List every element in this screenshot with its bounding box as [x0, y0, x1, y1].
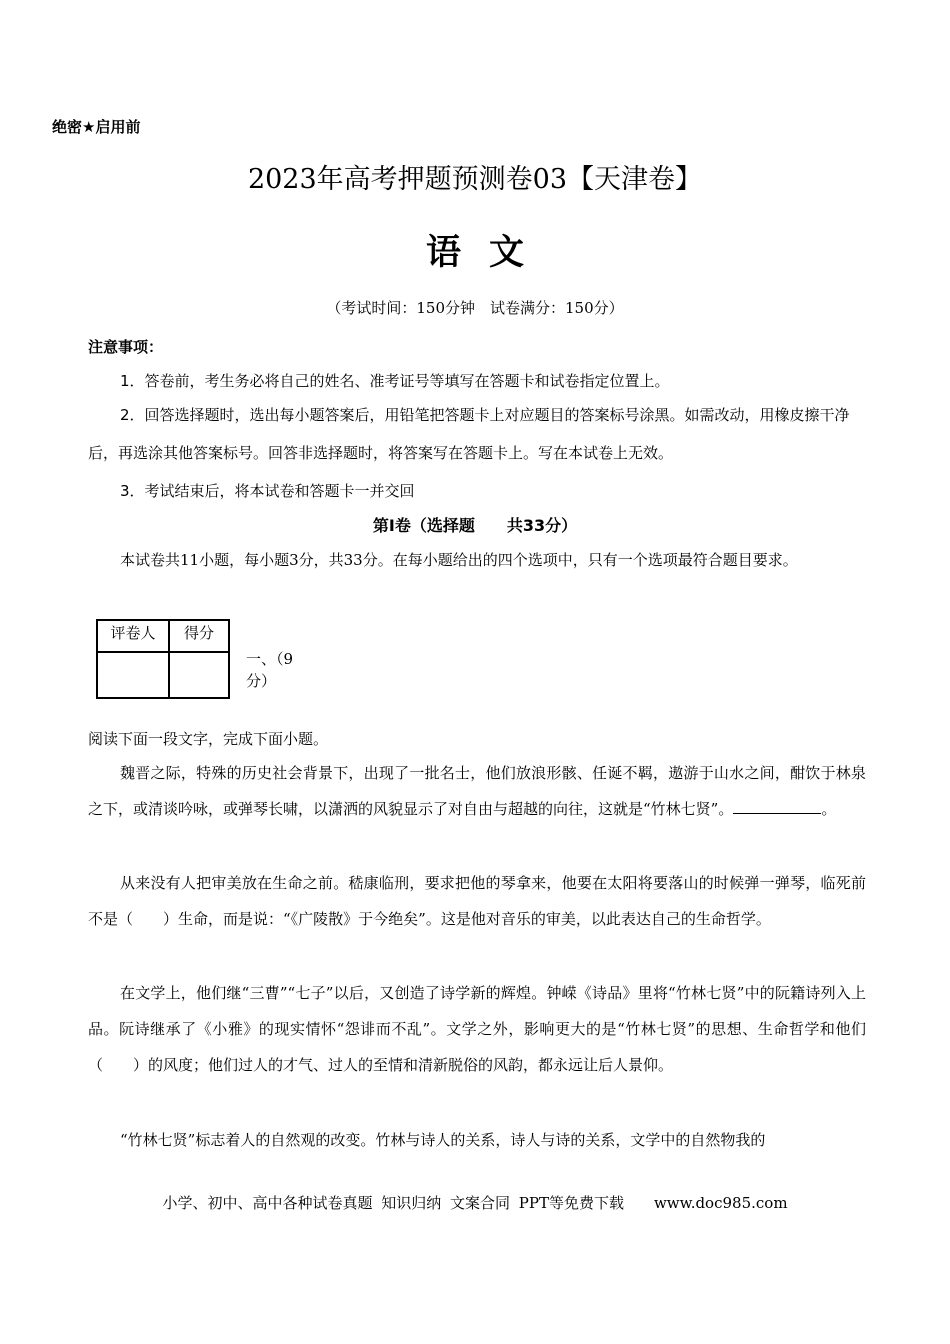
confidential-mark: 绝密★启用前: [52, 118, 141, 136]
passage-paragraph-1-end: 。: [821, 800, 837, 818]
question-label: 一、（9分）: [246, 650, 294, 690]
passage-paragraph-1: [88, 755, 866, 827]
fill-blank-line: [733, 799, 821, 814]
time-info: （考试时间：150分钟 试卷满分：150分）: [326, 299, 624, 317]
note-item-2: 2．回答选择题时，选出每小题答案后，用铅笔把答题卡上对应题目的答案标号涂黑。如需改动，用橡皮擦干净后，再选涂其他答案标号。回答非选择题时，将答案写在答题卡上。写在本试卷上无效。: [88, 406, 850, 462]
note-item-3: 3．考试结束后，将本试卷和答题卡一并交回: [120, 482, 415, 500]
score-table: [96, 619, 230, 699]
notes-heading: 注意事项：: [88, 338, 164, 356]
passage-paragraph-3: 在文学上，他们继“三曹”“七子”以后，又创造了诗学新的辉煌。钟嵘《诗品》里将“竹林七贤”中的阮籍诗列入上品。阮诗继承了《小雅》的现实情怀“怨诽而不乱”。文学之外，影响更大的是“竹林七贤”的思想、生命哲学和他们（ ）的风度；他们过人的才气、过人的至情和清新脱俗的风韵，都永远让后人景仰。: [88, 984, 866, 1074]
question-instruction: 阅读下面一段文字，完成下面小题。: [88, 730, 329, 748]
section-intro: 本试卷共11小题，每小题3分，共33分。在每小题给出的四个选项中，只有一个选项最符合题目要求。: [120, 551, 798, 569]
score-cell: [169, 652, 229, 698]
section-title: 第Ⅰ卷（选择题 共33分）: [372, 516, 578, 535]
passage-paragraph-2: 从来没有人把审美放在生命之前。嵇康临刑，要求把他的琴拿来，他要在太阳将要落山的时候弹一弹琴，临死前不是（ ）生命，而是说：“《广陵散》于今绝矣”。这是他对音乐的审美，以此表达自己的生命哲学。: [88, 874, 866, 928]
grader-cell: [97, 652, 169, 698]
note-item-1: 1．答卷前，考生务必将自己的姓名、准考证号等填写在答题卡和试卷指定位置上。: [120, 372, 670, 390]
passage-paragraph-1-text: 魏晋之际，特殊的历史社会背景下，出现了一批名士，他们放浪形骸、任诞不羁，遨游于山水之间，酣饮于林泉之下，或清谈吟咏，或弹琴长啸，以潇洒的风貌显示了对自由与超越的向往，这就是“竹林七贤”。: [88, 764, 866, 818]
grader-header: 评卷人: [97, 620, 169, 652]
score-header: 得分: [169, 620, 229, 652]
subject-title: 语文: [425, 232, 552, 273]
passage-paragraph-4: “竹林七贤”标志着人的自然观的改变。竹林与诗人的关系，诗人与诗的关系，文学中的自然物我的: [120, 1131, 766, 1149]
page-footer: 小学、初中、高中各种试卷真题 知识归纳 文案合同 PPT等免费下载 www.doc985.com: [162, 1194, 788, 1212]
exam-title: 2023年高考押题预测卷03【天津卷】: [247, 164, 703, 195]
